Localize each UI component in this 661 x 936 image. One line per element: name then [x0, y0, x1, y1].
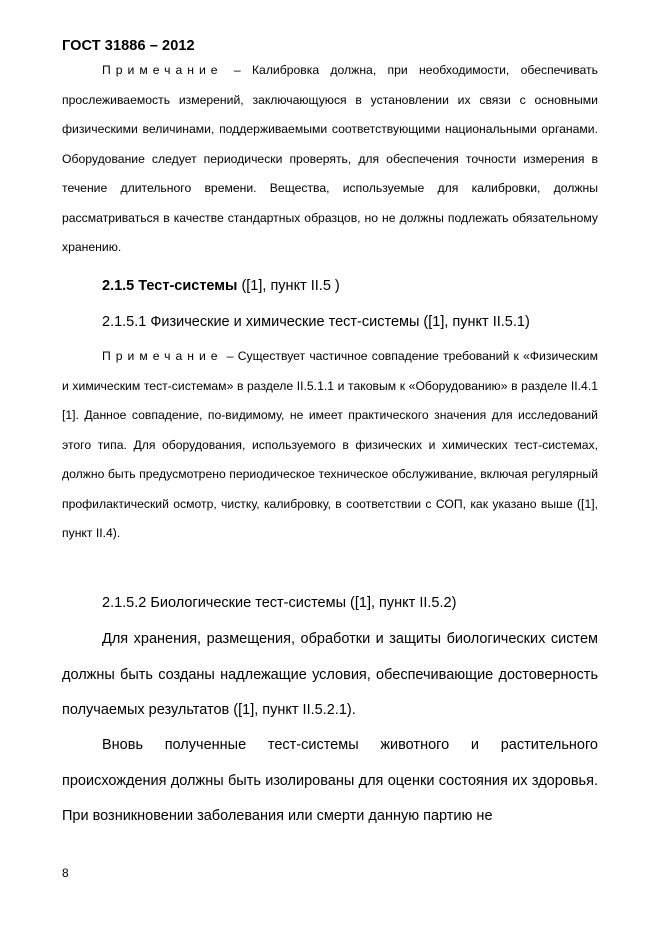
note-label: Примечание	[102, 349, 223, 363]
note-test-systems	[62, 342, 598, 549]
section-heading-2-1-5	[102, 278, 340, 294]
note-dash: –	[222, 63, 252, 77]
note-text: Калибровка должна, при необходимости, обеспечивать прослеживаемость измерений, заключающуюся в установлении их связи с основными физическими величинами, поддерживаемыми соответствующими национальными органами. Оборудование следует периодически проверять, для обеспечения точности измерения в течение длительного времени. Вещества, используемые для калибровки, должны рассматриваться в качестве стандартных образцов, но не должны подлежать обязательному хранению.	[62, 63, 598, 254]
note-calibration	[62, 56, 598, 263]
section-ref: ([1], пункт II.5 )	[237, 278, 340, 294]
note-text: Существует частичное совпадение требований к «Физическим и химическим тест-системам» в разделе II.5.1.1 и таковым к «Оборудованию» в разделе II.4.1 [1]. Данное совпадение, по-видимому, не имеет практического значения для исследований этого типа. Для оборудования, используемого в физических и химических тест-системах, должно быть предусмотрено периодическое техническое обслуживание, включая регулярный профилактический осмотр, чистку, калибровку, в соответствии с СОП, как указано выше ([1], пункт II.4).	[62, 349, 598, 540]
body-paragraph-isolation	[62, 728, 598, 835]
note-label: Примечание	[102, 63, 223, 77]
page-number: 8	[62, 866, 69, 880]
paragraph-text: Вновь полученные тест-системы животного и растительного происхождения должны быть изолированы для оценки состояния их здоровья. При возникновении заболевания или смерти данную партию не	[62, 737, 598, 824]
body-paragraph-storage	[62, 622, 598, 729]
section-title: 2.1.5 Тест-системы	[102, 278, 238, 294]
document-header: ГОСТ 31886 – 2012	[62, 38, 195, 54]
section-heading-2-1-5-2: 2.1.5.2 Биологические тест-системы ([1], пункт II.5.2)	[102, 595, 457, 611]
note-dash: –	[222, 349, 238, 363]
paragraph-text: Для хранения, размещения, обработки и защиты биологических систем должны быть созданы надлежащие условия, обеспечивающие достоверность получаемых результатов ([1], пункт II.5.2.1).	[62, 631, 598, 718]
section-heading-2-1-5-1: 2.1.5.1 Физические и химические тест-системы ([1], пункт II.5.1)	[102, 314, 530, 330]
